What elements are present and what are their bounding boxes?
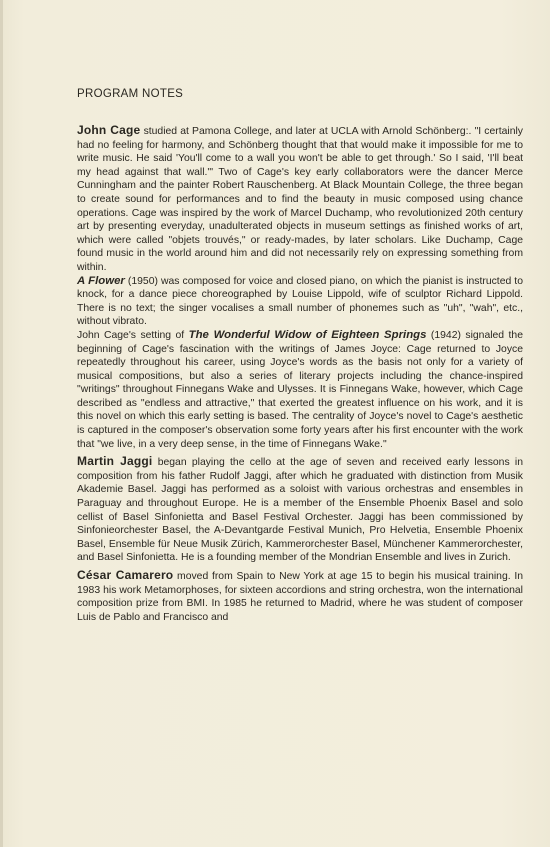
name-martin-jaggi: Martin Jaggi <box>77 454 153 469</box>
text-martin-jaggi: began playing the cello at the age of seven and received early lessons in composition from his father Rudolf Jaggi, after which he graduated with distinction from Musik Akademie Basel. Jaggi has performed as a soloist with various orchestras and ensembles in Paraguay and throughout Europe. He is a member of the Ensemble Phoenix Basel and solo cellist of Basel Sinfonietta and Basel Festival Orchester. Jaggi has been commissioned by Sinfonieorchester Basel, the A-Devantgarde Festival Munich, Pro Helvetia, Ensemble Phoenix Basel, Ensemble für Neue Musik Zürich, Kammerorchester Basel, Münchener Kammerorchester, and Basel Sinfonietta. He is a founding member of the Mondrian Ensemble and lives in Zurich. <box>77 457 523 564</box>
page-heading: PROGRAM NOTES <box>77 88 184 100</box>
title-a-flower: A Flower <box>77 274 125 287</box>
paragraph-a-flower <box>77 275 523 329</box>
text-a-flower: (1950) was composed for voice and closed piano, on which the pianist is instructed to knock, for a dance piece choreographed by Louise Lippold, wife of sculptor Richard Lippold. There is no text; the singer vocalises a small number of phonemes such as "uh", "wah", etc., without vibrato. <box>77 275 523 328</box>
paragraph-wonderful-widow <box>77 329 523 451</box>
text-wonderful-widow: (1942) signaled the beginning of Cage's fascination with the writings of James Joyce: Cage returned to Joyce repeatedly throughout his career, using Joyce's words as the basis not only for a variety of musical compositions, but also a series of literary projects including the chance-inspired "writings" throughout Finnegans Wake and Ulysses. It is Finnegans Wake, however, which Cage described as "endless and attractive," that exerted the greatest influence on his work, and it is this novel on which this early setting is based. The centrality of Joyce's novel to Cage's aesthetic is captured in the composer's observation some forty years after his first encounter with the work that "we live, in a very deep sense, in the time of Finnegans Wake." <box>77 329 523 450</box>
text-john-cage: studied at Pamona College, and later at UCLA with Arnold Schönberg:. "I certainly had no feeling for harmony, and Schönberg thought that that would make it impossible for me to write music. He said 'You'll come to a wall you won't be able to get through.' So I said, 'I'll beat my head against that wall.'" Two of Cage's key early collaborators were the dancer Merce Cunningham and the painter Robert Rauschenberg. At Black Mountain College, the three began to create sound for performances and to find the beauty in music composed using chance operations. Cage was inspired by the work of Marcel Duchamp, who revolutionized 20th century art by presenting everyday, unadulterated objects in museum settings as finished works of art, which were called "objets trouvés," or ready-mades, by later scholars. Like Duchamp, Cage found music in the world around him and did not necessarily rely on expressing something from within. <box>77 126 523 273</box>
intro-wonderful-widow: John Cage's setting of <box>77 329 189 341</box>
paragraph-john-cage <box>77 124 523 275</box>
text-cesar-camarero: moved from Spain to New York at age 15 to begin his musical training. In 1983 his work Metamorphoses, for sixteen accordions and string orchestra, won the international composition prize from BMI. In 1985 he returned to Madrid, where he was student of composer Luis de Pablo and Francisco and <box>77 571 523 623</box>
name-john-cage: John Cage <box>77 123 141 137</box>
paragraph-martin-jaggi <box>77 455 523 565</box>
notes-body <box>77 124 523 624</box>
page-fold-edge <box>0 0 3 847</box>
paragraph-cesar-camarero <box>77 569 523 624</box>
name-cesar-camarero: César Camarero <box>77 568 174 582</box>
title-wonderful-widow: The Wonderful Widow of Eighteen Springs <box>188 328 427 341</box>
